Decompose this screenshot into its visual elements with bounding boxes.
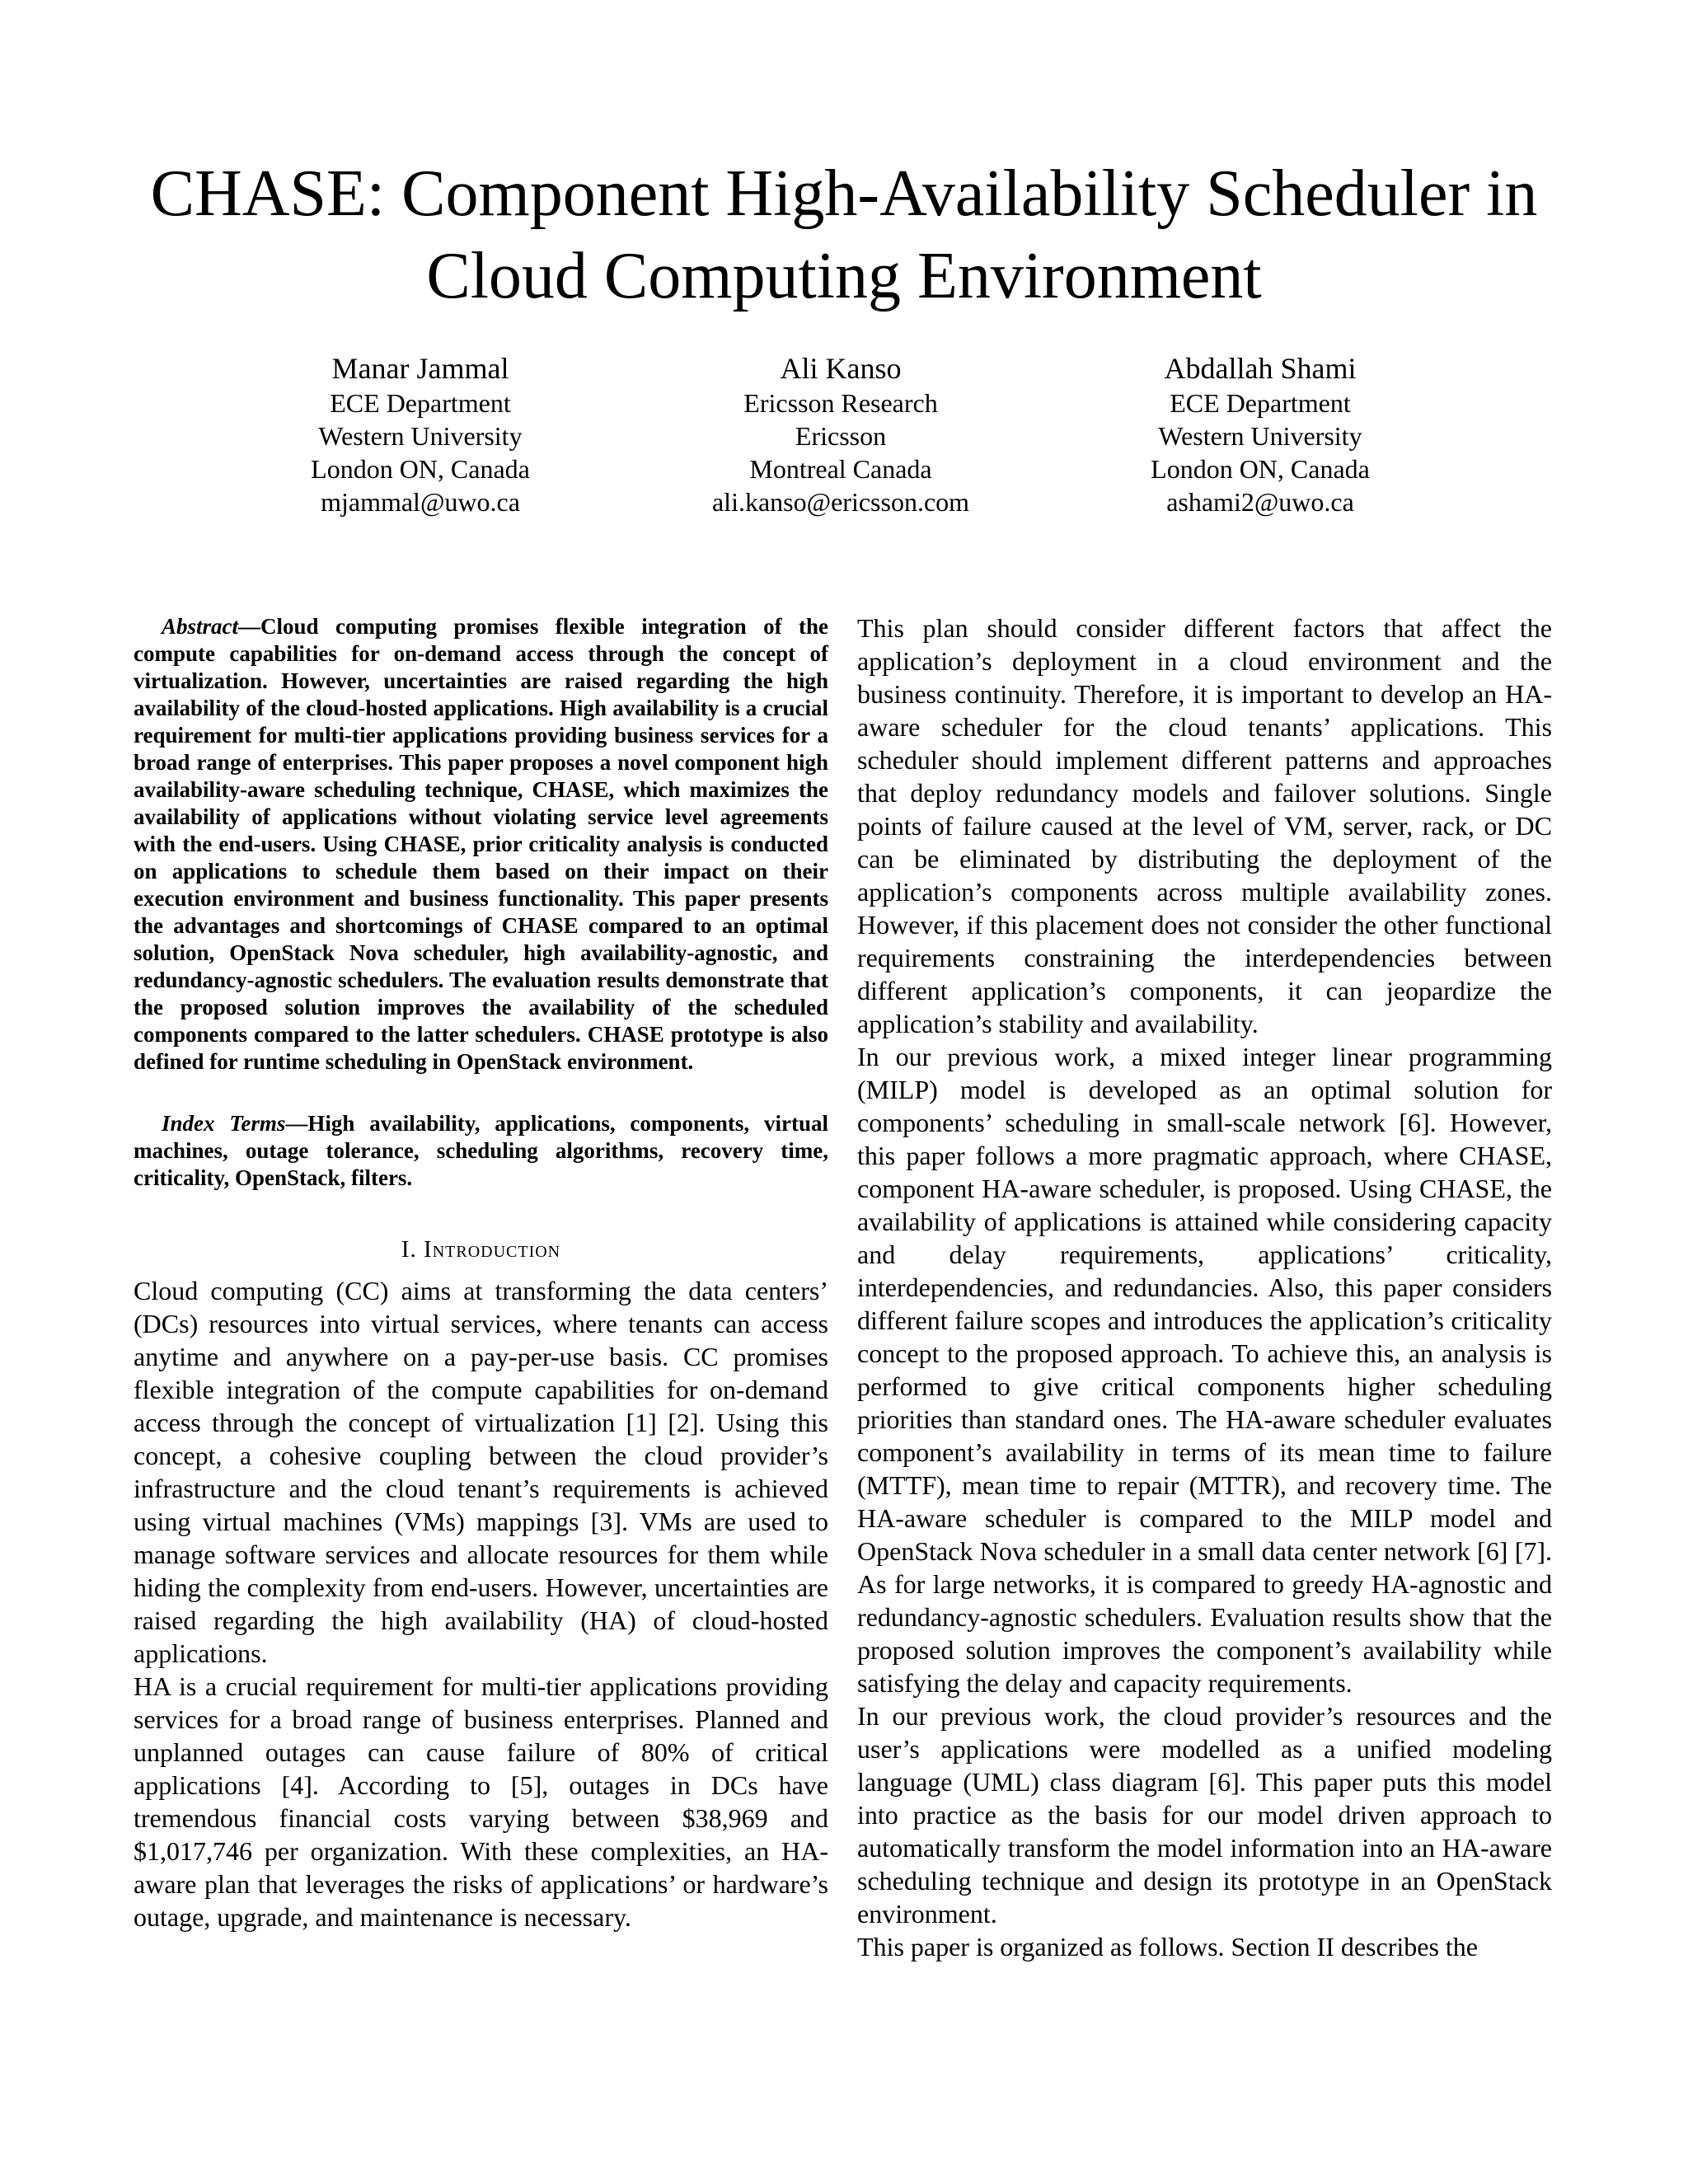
index-terms-text: —High availability, applications, components, virtual machines, outage tolerance, scheduling algorithms, recovery time, criticality, OpenStack, filters. bbox=[134, 1111, 828, 1190]
index-terms bbox=[134, 1110, 828, 1192]
title-line-1: CHASE: Component High-Availability Scheduler in bbox=[150, 157, 1538, 230]
right-column bbox=[857, 612, 1552, 1963]
body-paragraph: HA is a crucial requirement for multi-tier applications providing services for a broad range of business enterprises. Planned and unplanned outages can cause failure of 80% of critical applications [4]. According to [5], outages in DCs have tremendous financial costs varying between $38,969 and $1,017,746 per organization. With these complexities, an HA-aware plan that leverages the risks of applications’ or hardware’s outage, upgrade, and maintenance is necessary. bbox=[134, 1671, 828, 1932]
author-department: ECE Department bbox=[330, 388, 511, 418]
left-column bbox=[134, 613, 828, 1933]
author-email: ali.kanso@ericsson.com bbox=[711, 487, 970, 517]
author-department: Ericsson Research bbox=[743, 388, 938, 418]
author-3 bbox=[1029, 350, 1491, 518]
body-paragraph: This paper is organized as follows. Section II describes the bbox=[857, 1932, 1478, 1961]
author-name: Manar Jammal bbox=[331, 352, 509, 385]
author-location: Montreal Canada bbox=[749, 454, 932, 484]
author-organization: Western University bbox=[1158, 421, 1362, 451]
body-paragraph: In our previous work, a mixed integer linear programming (MILP) model is developed as an optimal solution for components’ scheduling in small-scale network [6]. However, this paper follows a more pragmatic approach, where CHASE, component HA-aware scheduler, is proposed. Using CHASE, the availability of applications is attained while considering capacity and delay requirements, applications’ criticality, interdependencies, and redundancies. Also, this paper considers different failure scopes and introduces the application’s criticality concept to the proposed approach. To achieve this, an analysis is performed to give critical components higher scheduling priorities than standard ones. The HA-aware scheduler evaluates component’s availability in terms of its mean time to failure (MTTF), mean time to repair (MTTR), and recovery time. The HA-aware scheduler is compared to the MILP model and OpenStack Nova scheduler in a small data center network [6] [7]. As for large networks, it is compared to greedy HA-agnostic and redundancy-agnostic schedulers. Evaluation results show that the proposed solution improves the component’s availability while satisfying the delay and capacity requirements. bbox=[857, 1042, 1552, 1698]
author-organization: Ericsson bbox=[795, 421, 887, 451]
title-line-2: Cloud Computing Environment bbox=[426, 240, 1262, 312]
abstract bbox=[134, 613, 828, 1076]
author-email: mjammal@uwo.ca bbox=[321, 487, 520, 517]
index-terms-lead: Index Terms bbox=[162, 1111, 286, 1136]
paper-title bbox=[0, 152, 1688, 317]
author-email: ashami2@uwo.ca bbox=[1166, 487, 1354, 517]
body-paragraph: This plan should consider different factors that affect the application’s deployment in a cloud environment and the business continuity. Therefore, it is important to develop an HA-aware scheduler for the cloud tenants’ applications. This scheduler should implement different patterns and approaches that deploy redundancy models and failover solutions. Single points of failure caused at the level of VM, server, rack, or DC can be eliminated by distributing the deployment of the application’s components across multiple availability zones. However, if this placement does not consider the other functional requirements constraining the interdependencies between different application’s components, it can jeopardize the application’s stability and availability. bbox=[857, 613, 1552, 1038]
author-organization: Western University bbox=[318, 421, 523, 451]
author-department: ECE Department bbox=[1170, 388, 1351, 418]
section-heading: I. Introduction bbox=[401, 1236, 561, 1263]
author-2 bbox=[610, 350, 1071, 518]
body-paragraph: Cloud computing (CC) aims at transforming the data centers’ (DCs) resources into virtual services, where tenants can access anytime and anywhere on a pay-per-use basis. CC promises flexible integration of the compute capabilities for on-demand access through the concept of virtualization [1] [2]. Using this concept, a cohesive coupling between the cloud provider’s infrastructure and the cloud tenant’s requirements is achieved using virtual machines (VMs) mappings [3]. VMs are used to manage software services and allocate resources for them while hiding the complexity from end-users. However, uncertainties are raised regarding the high availability (HA) of cloud-hosted applications. bbox=[134, 1276, 828, 1668]
author-name: Ali Kanso bbox=[780, 352, 902, 385]
abstract-lead: Abstract bbox=[162, 614, 239, 639]
author-location: London ON, Canada bbox=[1151, 454, 1370, 484]
author-location: London ON, Canada bbox=[311, 454, 530, 484]
author-block bbox=[0, 350, 1688, 532]
body-paragraph: In our previous work, the cloud provider’s resources and the user’s applications were modelled as a unified modeling language (UML) class diagram [6]. This paper puts this model into practice as the basis for our model driven approach to automatically transform the model information into an HA-aware scheduling technique and design its prototype in an OpenStack environment. bbox=[857, 1701, 1552, 1929]
author-1 bbox=[190, 350, 651, 518]
author-name: Abdallah Shami bbox=[1164, 352, 1357, 385]
abstract-text: —Cloud computing promises flexible integration of the compute capabilities for on-demand access through the concept of virtualization. However, uncertainties are raised regarding the high availability of the cloud-hosted applications. High availability is a crucial requirement for multi-tier applications providing business services for a broad range of enterprises. This paper proposes a novel component high availability-aware scheduling technique, CHASE, which maximizes the availability of applications without violating service level agreements with the end-users. Using CHASE, prior criticality analysis is conducted on applications to schedule them based on their impact on their execution environment and business functionality. This paper presents the advantages and shortcomings of CHASE compared to an optimal solution, OpenStack Nova scheduler, high availability-agnostic, and redundancy-agnostic schedulers. The evaluation results demonstrate that the proposed solution improves the availability of the scheduled components compared to the latter schedulers. CHASE prototype is also defined for runtime scheduling in OpenStack environment. bbox=[134, 614, 828, 1074]
